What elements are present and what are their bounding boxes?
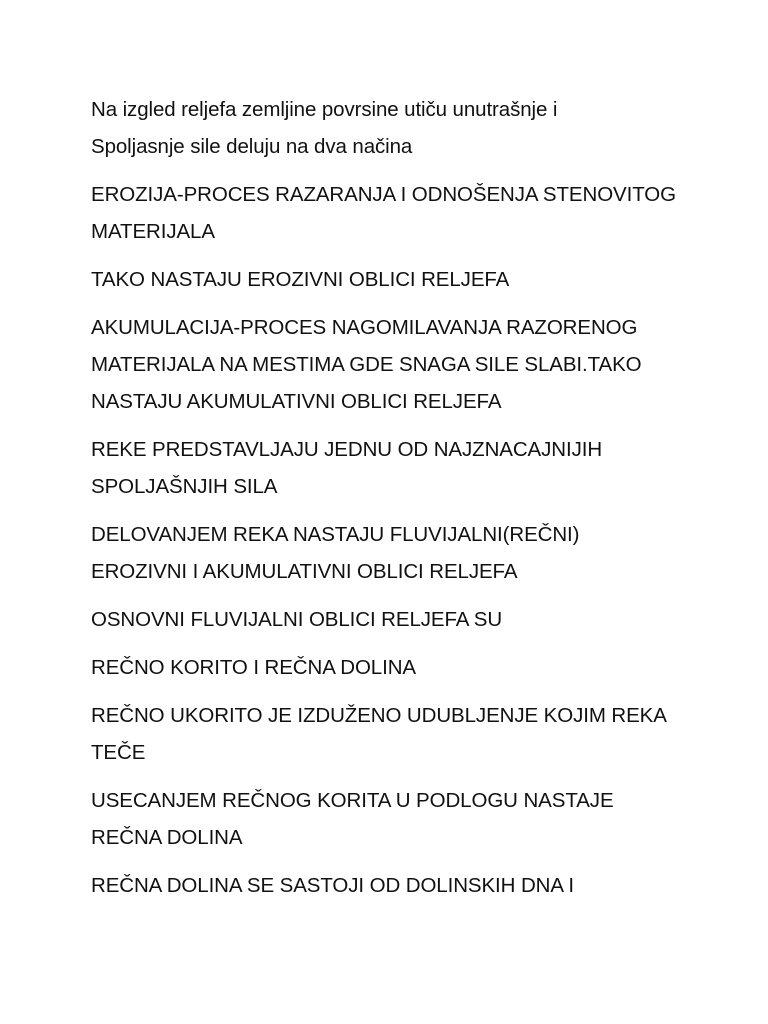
text-line: REKE PREDSTAVLJAJU JEDNU OD NAJZNACAJNIJIH <box>91 438 603 461</box>
text-line: NASTAJU AKUMULATIVNI OBLICI RELJEFA <box>91 390 502 413</box>
text-line: TAKO NASTAJU EROZIVNI OBLICI RELJEFA <box>91 268 510 291</box>
paragraph-5 <box>91 431 731 505</box>
text-line: TEČE <box>91 741 146 764</box>
text-line: REČNA DOLINA SE SASTOJI OD DOLINSKIH DNA I <box>91 874 574 897</box>
paragraph-9 <box>91 697 731 771</box>
paragraph-10 <box>91 782 731 856</box>
paragraph-1 <box>91 91 731 165</box>
text-line: REČNO KORITO I REČNA DOLINA <box>91 656 416 679</box>
text-line: SPOLJAŠNJIH SILA <box>91 475 278 498</box>
text-line: REČNO UKORITO JE IZDUŽENO UDUBLJENJE KOJIM REKA <box>91 704 667 727</box>
text-line: Spoljasnje sile deluju na dva načina <box>91 135 413 158</box>
text-line: AKUMULACIJA-PROCES NAGOMILAVANJA RAZORENOG <box>91 316 638 339</box>
text-line: DELOVANJEM REKA NASTAJU FLUVIJALNI(REČNI) <box>91 523 580 546</box>
paragraph-2 <box>91 176 731 250</box>
text-line: MATERIJALA <box>91 220 215 243</box>
text-line: REČNA DOLINA <box>91 826 243 849</box>
paragraph-6 <box>91 516 731 590</box>
paragraph-3 <box>91 261 731 298</box>
text-line: MATERIJALA NA MESTIMA GDE SNAGA SILE SLABI.TAKO <box>91 353 642 376</box>
text-line: USECANJEM REČNOG KORITA U PODLOGU NASTAJE <box>91 789 614 812</box>
paragraph-11 <box>91 867 731 904</box>
paragraph-7 <box>91 601 731 638</box>
document-body <box>91 91 731 915</box>
text-line: OSNOVNI FLUVIJALNI OBLICI RELJEFA SU <box>91 608 503 631</box>
text-line: EROZIVNI I AKUMULATIVNI OBLICI RELJEFA <box>91 560 518 583</box>
paragraph-4 <box>91 309 731 420</box>
paragraph-8 <box>91 649 731 686</box>
text-line: EROZIJA-PROCES RAZARANJA I ODNOŠENJA STENOVITOG <box>91 183 676 206</box>
text-line: Na izgled reljefa zemljine povrsine utiču unutrašnje i <box>91 98 558 121</box>
